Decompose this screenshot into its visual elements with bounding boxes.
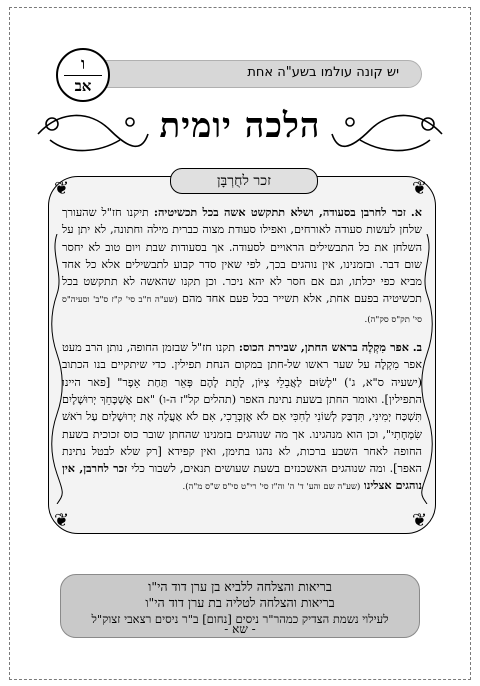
text-line: מהם: [182, 292, 203, 306]
corner-ornament-icon: ❦: [412, 510, 428, 531]
header-band: [70, 60, 422, 88]
halacha-text: [62, 204, 422, 497]
date-divider: [64, 75, 102, 76]
corner-ornament-icon: ❦: [54, 178, 70, 199]
text-line: התפילין]. ואומר החתן בשעת נתינת האפר (תהלים קל"ז ה-ו) "אם: [136, 392, 422, 406]
dedication-line: בריאות והצלחה ללביא בן ערן דוד הי"ו: [148, 579, 332, 594]
text-line: לא תתקשט בכל תכשיטיה בפעם אחת, אלא תשייר בכל פעם אחד: [62, 275, 422, 306]
text-line: האפר]. ומה שנוהגים האשכנזים בשעת שעושים תנאים, לשבור כלי: [131, 462, 422, 476]
paragraph-a: [62, 204, 422, 329]
text-line: ובזמנינו, אין נוהגים בכך, לפי שאין סדר קבוע לתבשילים אלא כל: [85, 257, 375, 271]
section-title-box: [170, 168, 318, 194]
dedication-line: לעילוי נשמת הצדיק כמהר"ר ניסים [נחום] ב"ר ניסים רצאבי זצוק"ל: [91, 612, 389, 626]
corner-ornament-icon: ❦: [412, 178, 428, 199]
dedication-line: בריאות והצלחה לטליה בת ערן דוד הי"ו: [145, 595, 335, 610]
paragraph-heading: זכר לחרבן בסעודה, ושלא תתקשט אשה בכל תכשיטיה:: [153, 205, 406, 219]
text-line: הראויים לסעודה. אך בסעודות שבת ויום טוב לא יחסר שום דבר.: [62, 240, 422, 271]
text-line: אחד מביא כפי יכלתו, וגם אם חסר לא יהא ניכר. וכן תקנו שהאשה: [62, 257, 422, 289]
paragraph-heading: אפר מִקְלֶה בראש החתן, שבירת הכוס:: [238, 340, 409, 355]
source-citation: (שע"ה שם והע' ד' ה' וה"ז סי' רי"ט סי"ס ש"ס מ"ה).: [182, 482, 361, 493]
main-title: הלכה יומית: [159, 106, 321, 146]
text-line: תקנו חז"ל שבזמן החופה, נותן הרב מעט אפר מִקְלֶה על שער: [62, 341, 422, 372]
date-day: ו: [80, 54, 86, 73]
text-line: ראשו של-חתן במקום הנחת תפילין. כדי שיתקיים בנו הכתוב (ישעיה: [62, 358, 422, 389]
section-title: זכר לחֻרְבָּן: [216, 173, 272, 189]
text-line: ס"א, ג') "לָשׂוּם לַאֲבֵלֵי צִיּוֹן, לָתֵת לָהֶם פְּאֵר תַּחַת אֵפֶר" [פאר היינו: [62, 375, 385, 389]
vine-ornament-right: [420, 234, 434, 504]
date-circle: [56, 48, 110, 102]
source-citation: (שע"ה ח"ב סי' ק"ז ס"ב' וסעיה"ס סי' תק"ס סק"ה).: [62, 295, 422, 325]
text-line: אֶשְׁכָּחֵךְ יְרוּשָׁלָיִם תִּשְׁכַּח יְמִינִי, תִּדְבַּק לְשׁוֹנִי לְחִכִּי אִם לֹא אֶזְכְּרֵכִי,: [62, 392, 422, 424]
page-number: - שא -: [224, 622, 256, 636]
text-line: מצוה כברית מילה וחתונה, לא יתן על השלחן את כל התבשילים: [62, 223, 423, 254]
corner-ornament-icon: ❦: [54, 510, 70, 531]
paragraph-label: א.: [410, 205, 422, 219]
text-line: אִם לֹא אַעֲלֶה אֶת יְרוּשָׁלַיִם עַל רֹאשׁ שִׂמְחָתִי", וכן הוא מנהגינו.: [62, 410, 423, 441]
text-line: זכר לחרבן, אין נוהגים אצלינו: [62, 461, 422, 493]
header-title: יש קונה עולמו בשע"ה אחת: [247, 65, 399, 80]
text-line: אך מה שנוהגים בזמנינו שהחתן שובר כוס זכוכית בשעת החופה: [62, 427, 422, 458]
title-block: [30, 100, 450, 162]
date-month: אב: [74, 77, 92, 95]
text-line: לאחר השבע ברכות, לא נהגו בתימן, ואין קפידא [רק שלא לבטל נתינת: [62, 444, 388, 458]
text-line: תיקנו חז"ל שהעורך שלחן לעשות סעודה לאורחים, ואפילו סעודת: [62, 206, 422, 237]
paragraph-b: [62, 339, 422, 497]
paragraph-label: ב.: [412, 340, 423, 355]
